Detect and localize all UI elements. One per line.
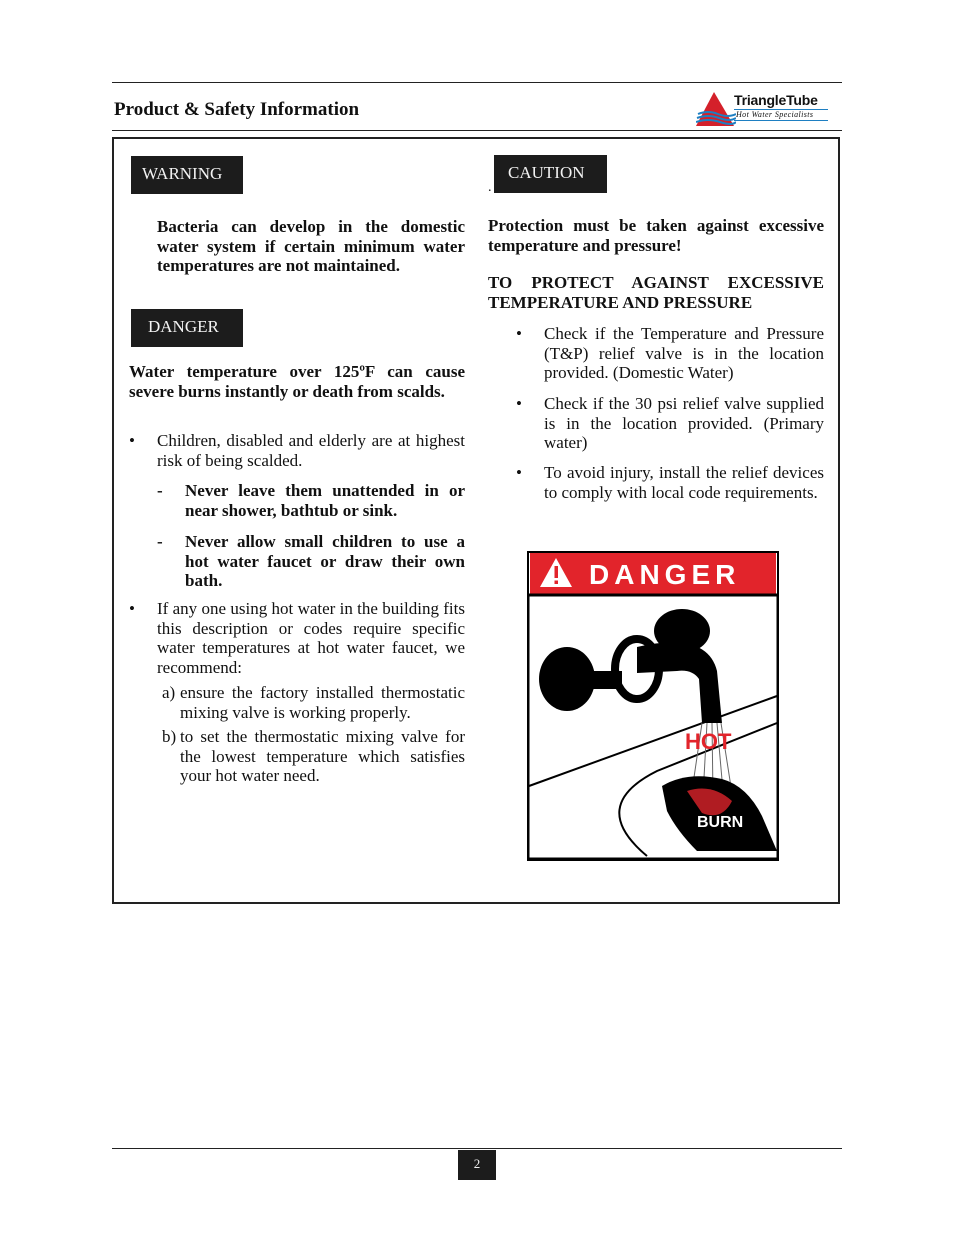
list-item: To avoid injury, install the relief devices to comply with local code requirements. [544, 463, 824, 502]
list-item: Children, disabled and elderly are at highest risk of being scalded. [157, 431, 465, 470]
bullet-icon: • [516, 324, 522, 343]
list-marker: b) [162, 727, 177, 746]
list-item: Check if the Temperature and Pressure (T&P) relief valve is in the location provided. (Domestic Water) [544, 324, 824, 383]
sign-title: DANGER [589, 559, 741, 590]
bullet-icon: • [516, 463, 522, 482]
caution-label: CAUTION [494, 155, 607, 193]
page-section-title: Product & Safety Information [114, 99, 360, 120]
list-item: to set the thermostatic mixing valve for the lowest temperature which satisfies your hot water need. [180, 727, 465, 786]
dash-icon: - [157, 532, 163, 551]
bullet-icon: • [516, 394, 522, 413]
triangle-logo-icon [696, 90, 736, 128]
list-marker: a) [162, 683, 176, 702]
bullet-icon: • [129, 599, 135, 618]
list-item: ensure the factory installed thermostatic mixing valve is working properly. [180, 683, 465, 722]
dash-icon: - [157, 481, 163, 500]
header-top-rule [112, 82, 842, 83]
logo-wordmark: TriangleTube [734, 92, 818, 108]
scald-hazard-illustration [527, 551, 779, 861]
warning-text: Bacteria can develop in the domestic water system if certain minimum water temperatures are not maintained. [157, 217, 465, 276]
warning-label: WARNING [131, 156, 243, 194]
caution-subhead: TO PROTECT AGAINST EXCESSIVE TEMPERATURE AND PRESSURE [488, 273, 824, 312]
footer-rule [112, 1148, 842, 1149]
header-bottom-rule [112, 130, 842, 131]
list-item: Check if the 30 psi relief valve supplied is in the location provided. (Primary water) [544, 394, 824, 453]
danger-label: DANGER [131, 309, 243, 347]
stray-dot: . [488, 180, 492, 195]
danger-text: Water temperature over 125ºF can cause severe burns instantly or death from scalds. [129, 362, 465, 401]
bullet-icon: • [129, 431, 135, 450]
caution-text: Protection must be taken against excessive temperature and pressure! [488, 216, 824, 255]
list-item: Never leave them unattended in or near shower, bathtub or sink. [185, 481, 465, 520]
list-item: If any one using hot water in the building fits this description or codes require specific water temperatures at hot water faucet, we recommend: [157, 599, 465, 677]
list-item: Never allow small children to use a hot water faucet or draw their own bath. [185, 532, 465, 591]
danger-hot-water-sign [527, 551, 779, 861]
sign-hot-text: HOT [685, 729, 732, 754]
page-number: 2 [458, 1150, 496, 1180]
logo-tagline: Hot Water Specialists [736, 110, 814, 119]
sign-burn-text: BURN [697, 814, 744, 831]
triangletube-logo [696, 90, 828, 128]
